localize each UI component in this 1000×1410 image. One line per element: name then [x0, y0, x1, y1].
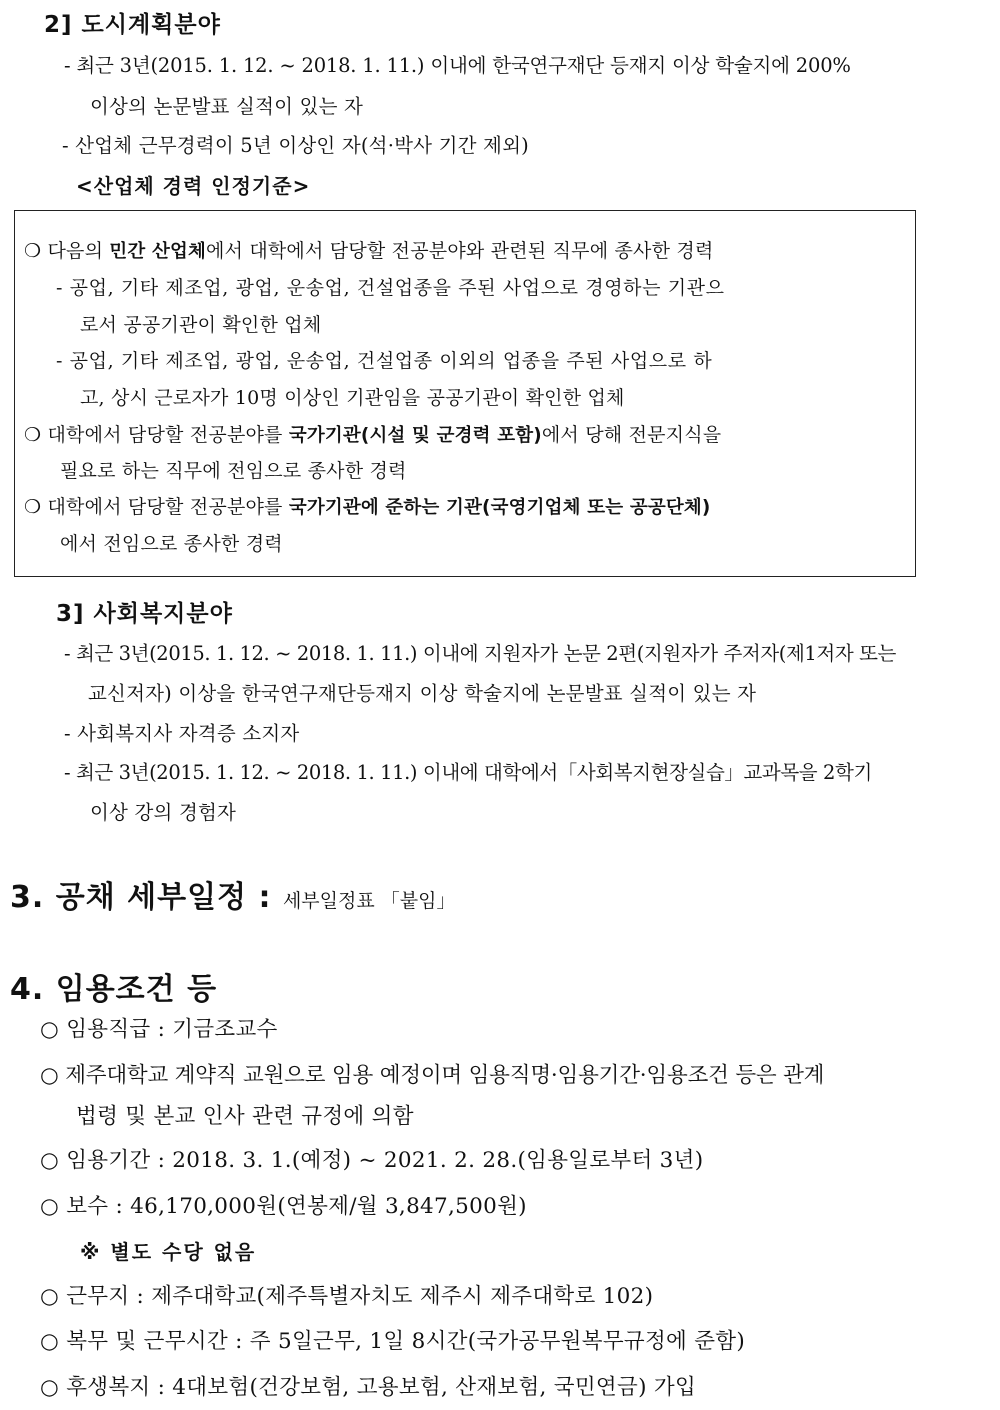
condition-hours: ○ 복무 및 근무시간 : 주 5일근무, 1일 8시간(국가공무원복무규정에 준함) [40, 1329, 746, 1354]
criteria-item-quasi-agency-cont: 에서 전임으로 종사한 경력 [60, 533, 283, 555]
criteria-item-private-industry: ❍ 다음의 민간 산업체에서 대학에서 담당할 전공분야와 관련된 직무에 종사한 경력 [24, 240, 714, 262]
condition-period: ○ 임용기간 : 2018. 3. 1.(예정) ~ 2021. 2. 28.(임용일로부터 3년) [40, 1148, 704, 1173]
social-welfare-item-1-cont: 교신저자) 이상을 한국연구재단등재지 이상 학술지에 논문발표 실적이 있는 자 [88, 682, 757, 705]
criteria-title: <산업체 경력 인정기준> [76, 174, 311, 198]
criteria-subitem-1: - 공업, 기타 제조업, 광업, 운송업, 건설업종을 주된 사업으로 경영하는 기관으 [56, 277, 725, 299]
no-allowance-note: ※ 별도 수당 없음 [80, 1240, 257, 1264]
social-welfare-item-1: - 최근 3년(2015. 1. 12. ~ 2018. 1. 11.) 이내에 지원자가 논문 2편(지원자가 주저자(제1저자 또는 [64, 642, 896, 665]
urban-planning-heading: 2] 도시계획분야 [44, 12, 221, 38]
condition-position: ○ 임용직급 : 기금조교수 [40, 1017, 278, 1042]
social-welfare-heading: 3] 사회복지분야 [56, 601, 233, 627]
section-4-heading: 4. 임용조건 등 [10, 972, 218, 1007]
social-welfare-item-2: - 사회복지사 자격증 소지자 [64, 722, 300, 745]
condition-contract: ○ 제주대학교 계약직 교원으로 임용 예정이며 임용직명·임용기간·임용조건 등은 관계 [40, 1063, 825, 1088]
criteria-item-national-agency: ❍ 대학에서 담당할 전공분야를 국가기관(시설 및 군경력 포함)에서 당해 전문지식을 [24, 424, 722, 446]
schedule-attachment-note: 세부일정표 「붙임」 [282, 890, 456, 912]
criteria-item-quasi-agency: ❍ 대학에서 담당할 전공분야를 국가기관에 준하는 기관(국영기업체 또는 공공단체) [24, 496, 711, 518]
condition-workplace: ○ 근무지 : 제주대학교(제주특별자치도 제주시 제주대학로 102) [40, 1284, 654, 1309]
urban-planning-item-2: - 산업체 근무경력이 5년 이상인 자(석·박사 기간 제외) [62, 134, 529, 157]
condition-contract-cont: 법령 및 본교 인사 관련 규정에 의함 [76, 1104, 414, 1129]
urban-planning-item-1-cont: 이상의 논문발표 실적이 있는 자 [90, 95, 364, 118]
criteria-subitem-1-cont: 로서 공공기관이 확인한 업체 [80, 314, 322, 336]
urban-planning-item-1: - 최근 3년(2015. 1. 12. ~ 2018. 1. 11.) 이내에 한국연구재단 등재지 이상 학술지에 200% [64, 54, 851, 77]
condition-salary: ○ 보수 : 46,170,000원(연봉제/월 3,847,500원) [40, 1194, 527, 1219]
social-welfare-item-3: - 최근 3년(2015. 1. 12. ~ 2018. 1. 11.) 이내에 대학에서「사회복지현장실습」교과목을 2학기 [64, 761, 872, 784]
criteria-subitem-2: - 공업, 기타 제조업, 광업, 운송업, 건설업종 이외의 업종을 주된 사업으로 하 [56, 350, 713, 372]
criteria-subitem-2-cont: 고, 상시 근로자가 10명 이상인 기관임을 공공기관이 확인한 업체 [80, 387, 625, 409]
criteria-item-national-agency-cont: 필요로 하는 직무에 전임으로 종사한 경력 [60, 460, 407, 482]
social-welfare-item-3-cont: 이상 강의 경험자 [90, 801, 237, 824]
section-3-heading: 3. 공채 세부일정 : 세부일정표 「붙임」 [10, 880, 456, 915]
condition-welfare: ○ 후생복지 : 4대보험(건강보험, 고용보험, 산재보험, 국민연금) 가입 [40, 1375, 697, 1400]
